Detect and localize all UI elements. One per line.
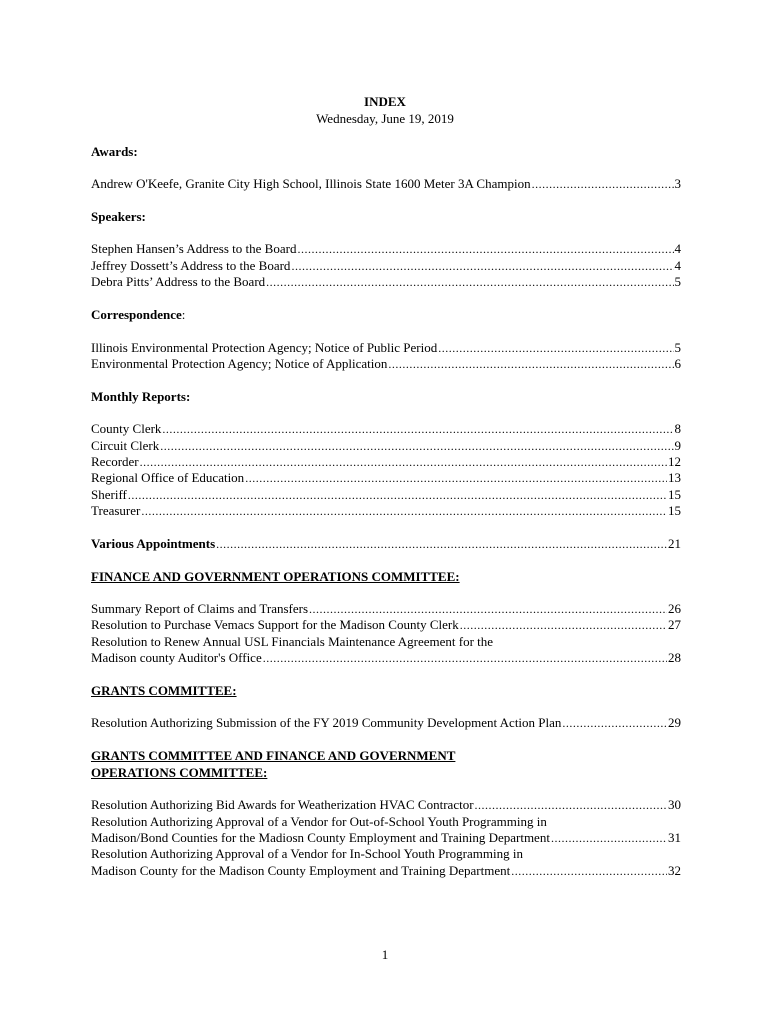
entry-page: 4 xyxy=(674,241,681,256)
entry-label: Various Appointments xyxy=(91,536,216,551)
index-entry xyxy=(91,715,681,732)
entry-page: 9 xyxy=(674,438,681,453)
entry-label-line1: Resolution to Renew Annual USL Financials Maintenance Agreement for the xyxy=(91,634,494,649)
entry-label: Debra Pitts’ Address to the Board xyxy=(91,274,266,289)
entry-page: 27 xyxy=(668,617,681,632)
entry-label: Treasurer xyxy=(91,503,141,518)
dot-leader xyxy=(388,356,673,373)
index-entry xyxy=(91,241,681,258)
entry-label: Regional Office of Education xyxy=(91,470,245,485)
dot-leader xyxy=(297,241,673,258)
entry-label: Circuit Clerk xyxy=(91,438,160,453)
dot-leader xyxy=(562,715,667,732)
finance-heading: FINANCE AND GOVERNMENT OPERATIONS COMMITTEE: xyxy=(91,569,460,584)
dot-leader xyxy=(245,470,667,487)
page-title: INDEX xyxy=(364,94,406,109)
dot-leader xyxy=(438,340,673,357)
grants-finance-heading-line1: GRANTS COMMITTEE AND FINANCE AND GOVERNMENT xyxy=(91,748,456,763)
dot-leader xyxy=(160,438,673,455)
index-entry xyxy=(91,503,681,520)
index-entry xyxy=(91,438,681,455)
dot-leader xyxy=(216,536,667,553)
entry-page: 29 xyxy=(668,715,681,730)
dot-leader xyxy=(128,487,667,504)
index-entry xyxy=(91,650,681,667)
entry-label: Stephen Hansen’s Address to the Board xyxy=(91,241,297,256)
index-entry xyxy=(91,863,681,880)
correspondence-heading xyxy=(91,307,185,323)
index-entry xyxy=(91,356,681,373)
grants-heading: GRANTS COMMITTEE: xyxy=(91,683,237,698)
entry-label: Madison County for the Madison County Employment and Training Department xyxy=(91,863,511,878)
entry-label: Sheriff xyxy=(91,487,127,502)
dot-leader xyxy=(551,830,667,847)
entry-page: 26 xyxy=(668,601,681,616)
entry-page: 15 xyxy=(668,487,681,502)
dot-leader xyxy=(291,258,673,275)
entry-page: 3 xyxy=(674,176,681,191)
entry-page: 28 xyxy=(668,650,681,665)
dot-leader xyxy=(309,601,667,618)
index-entry xyxy=(91,830,681,847)
index-entry xyxy=(91,258,681,275)
entry-label: Environmental Protection Agency; Notice of Application xyxy=(91,356,388,371)
entry-label: Madison/Bond Counties for the Madiosn County Employment and Training Department xyxy=(91,830,550,845)
dot-leader xyxy=(511,863,667,880)
index-entry xyxy=(91,617,681,634)
entry-label: Illinois Environmental Protection Agency; Notice of Public Period xyxy=(91,340,438,355)
dot-leader xyxy=(475,797,667,814)
entry-label: Andrew O'Keefe, Granite City High School, Illinois State 1600 Meter 3A Champion xyxy=(91,176,531,191)
index-entry xyxy=(91,536,681,553)
entry-page: 30 xyxy=(668,797,681,812)
grants-finance-heading-line2: OPERATIONS COMMITTEE: xyxy=(91,765,268,780)
entry-page: 32 xyxy=(668,863,681,878)
index-entry xyxy=(91,421,681,438)
dot-leader xyxy=(460,617,667,634)
page-number: 1 xyxy=(381,947,389,962)
meeting-date: Wednesday, June 19, 2019 xyxy=(316,111,454,126)
dot-leader xyxy=(141,503,667,520)
entry-label: Resolution Authorizing Submission of the FY 2019 Community Development Action Plan xyxy=(91,715,562,730)
index-entry xyxy=(91,176,681,193)
entry-label: Madison county Auditor's Office xyxy=(91,650,262,665)
index-entry xyxy=(91,487,681,504)
correspondence-heading-text: Correspondence xyxy=(91,307,182,322)
dot-leader xyxy=(532,176,674,193)
entry-label: Recorder xyxy=(91,454,139,469)
entry-page: 12 xyxy=(668,454,681,469)
index-entry xyxy=(91,601,681,618)
entry-page: 15 xyxy=(668,503,681,518)
dot-leader xyxy=(162,421,673,438)
entry-page: 31 xyxy=(668,830,681,845)
entry-label: Resolution to Purchase Vemacs Support for the Madison County Clerk xyxy=(91,617,459,632)
entry-label: Summary Report of Claims and Transfers xyxy=(91,601,309,616)
entry-page: 13 xyxy=(668,470,681,485)
correspondence-colon: : xyxy=(181,307,186,322)
entry-label: County Clerk xyxy=(91,421,162,436)
entry-page: 6 xyxy=(674,356,681,371)
index-entry xyxy=(91,340,681,357)
index-entry xyxy=(91,454,681,471)
entry-label-line1: Resolution Authorizing Approval of a Vendor for In-School Youth Programming in xyxy=(91,846,523,861)
entry-label-line1: Resolution Authorizing Approval of a Vendor for Out-of-School Youth Programming in xyxy=(91,814,547,829)
dot-leader xyxy=(266,274,673,291)
entry-page: 21 xyxy=(668,536,681,551)
awards-heading: Awards: xyxy=(91,144,138,159)
index-entry xyxy=(91,797,681,814)
entry-label: Resolution Authorizing Bid Awards for Weatherization HVAC Contractor xyxy=(91,797,474,812)
index-entry xyxy=(91,274,681,291)
dot-leader xyxy=(263,650,667,667)
entry-label: Jeffrey Dossett’s Address to the Board xyxy=(91,258,291,273)
entry-page: 4 xyxy=(674,258,681,273)
dot-leader xyxy=(140,454,667,471)
entry-page: 8 xyxy=(674,421,681,436)
monthly-reports-heading: Monthly Reports: xyxy=(91,389,191,404)
entry-page: 5 xyxy=(674,340,681,355)
speakers-heading: Speakers: xyxy=(91,209,146,224)
entry-page: 5 xyxy=(674,274,681,289)
index-entry xyxy=(91,470,681,487)
